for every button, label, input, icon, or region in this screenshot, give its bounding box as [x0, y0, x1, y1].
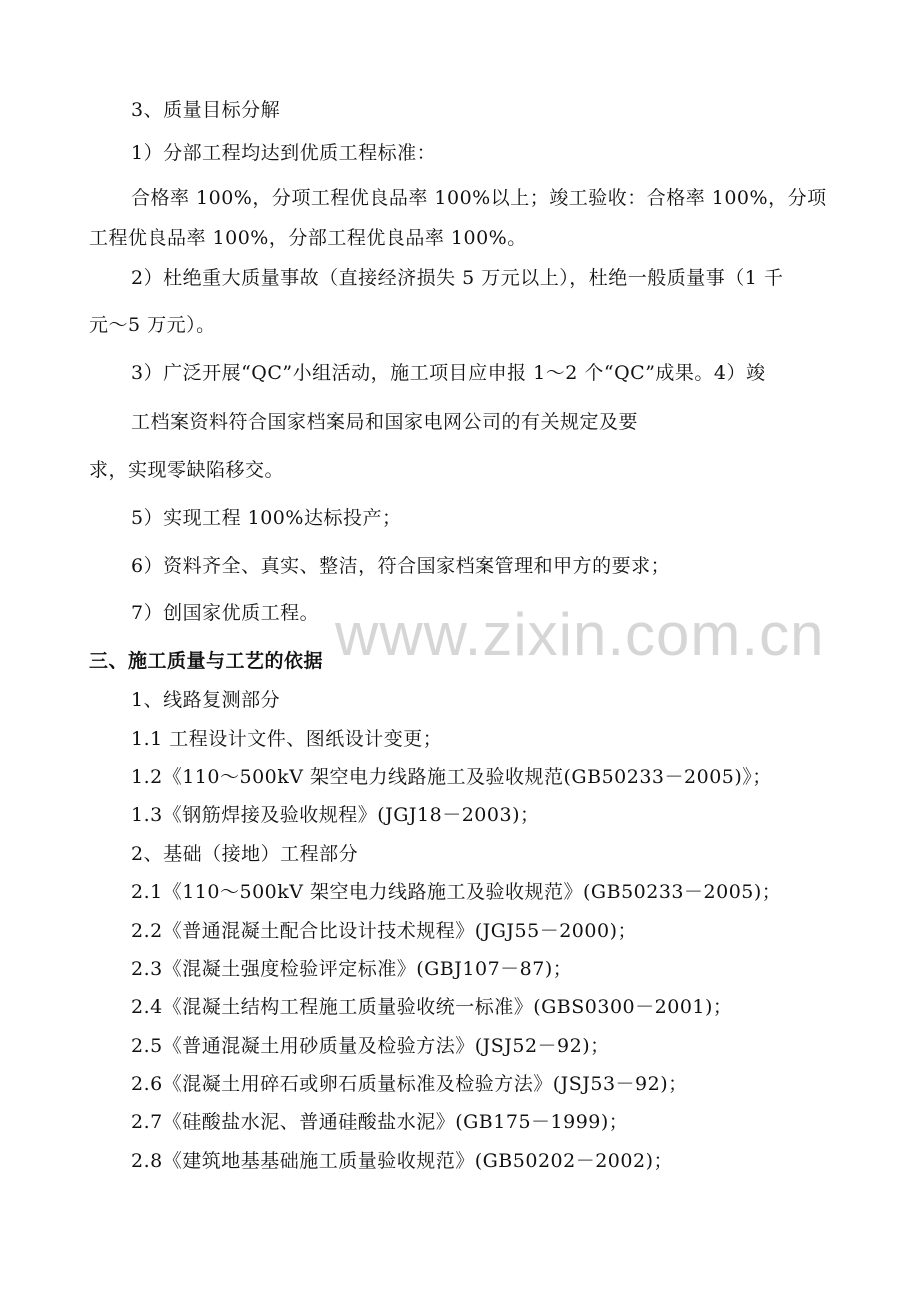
list-item: 2.2《普通混凝土配合比设计技术规程》(JGJ55－2000)；: [131, 920, 637, 942]
subsection-title-quality-goals: 3、质量目标分解: [131, 99, 281, 121]
list-item: 2.1《110～500kV 架空电力线路施工及验收规范》(GB50233－2005)；: [131, 881, 782, 903]
list-item: 2）杜绝重大质量事故（直接经济损失 5 万元以上），杜绝一般质量事（1 千: [131, 267, 784, 289]
list-item: 2.4《混凝土结构工程施工质量验收统一标准》(GBS0300－2001)；: [131, 996, 733, 1018]
list-item: 6）资料齐全、真实、整洁，符合国家档案管理和甲方的要求；: [131, 555, 671, 577]
list-item: 2.7《硅酸盐水泥、普通硅酸盐水泥》(GB175－1999)；: [131, 1111, 629, 1133]
list-item: 1）分部工程均达到优质工程标准：: [131, 142, 437, 164]
list-item: 1.1 工程设计文件、图纸设计变更；: [131, 728, 443, 750]
list-item: 1.3《钢筋焊接及验收规程》(JGJ18－2003)；: [131, 804, 540, 826]
paragraph-line: 工程优良品率 100%，分部工程优良品率 100%。: [89, 227, 527, 249]
list-item: 2.6《混凝土用碎石或卵石质量标准及检验方法》(JSJ53－92)；: [131, 1073, 688, 1095]
subsection-title: 1、线路复测部分: [131, 689, 281, 711]
list-item: 7）创国家优质工程。: [131, 602, 320, 624]
list-item: 2.3《混凝土强度检验评定标准》(GBJ107－87)；: [131, 958, 573, 980]
list-item: 3）广泛开展“QC”小组活动，施工项目应申报 1～2 个“QC”成果。4）竣: [131, 362, 766, 384]
list-item: 1.2《110～500kV 架空电力线路施工及验收规范(GB50233－2005)》；: [131, 766, 772, 788]
subsection-title: 2、基础（接地）工程部分: [131, 843, 359, 865]
watermark: www.zixin.com.cn: [335, 601, 825, 668]
section-heading: 三、施工质量与工艺的依据: [89, 650, 324, 672]
list-item: 2.5《普通混凝土用砂质量及检验方法》(JSJ52－92)；: [131, 1035, 610, 1057]
list-item: 2.8《建筑地基基础施工质量验收规范》(GB50202－2002)；: [131, 1150, 673, 1172]
paragraph-line: 求，实现零缺陷移交。: [89, 459, 285, 481]
paragraph-line: 元～5 万元）。: [89, 314, 216, 336]
list-item: 5）实现工程 100%达标投产；: [131, 507, 402, 529]
paragraph-line: 工档案资料符合国家档案局和国家电网公司的有关规定及要: [131, 411, 639, 433]
paragraph-line: 合格率 100%，分项工程优良品率 100%以上；竣工验收：合格率 100%，分项: [131, 187, 827, 209]
